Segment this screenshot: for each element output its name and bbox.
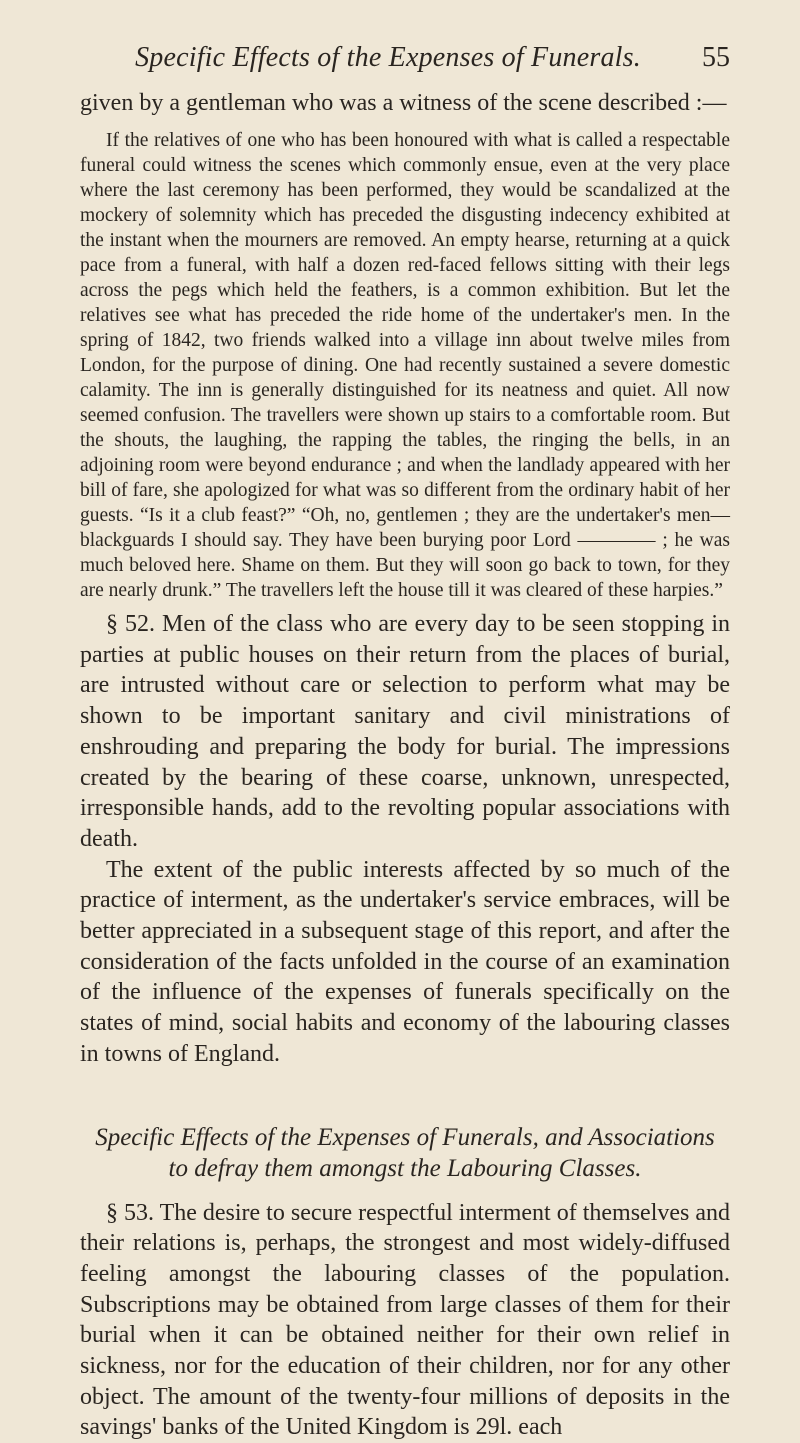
page-number: 55 [702,42,730,73]
section-heading [80,1122,730,1184]
paragraph-52: § 52. Men of the class who are every day to be seen stopping in parties at public houses on their return from the places of burial, are intrusted without care or selection to perform what may be shown to be important sanitary and civil ministrations of enshrouding and preparing the body for burial. The impressions created by the bearing of these coarse, unknown, unrespected, irresponsible hands, add to the revolting popular associations with death. [80,611,730,852]
quoted-passage: If the relatives of one who has been honoured with what is called a respectable funeral could witness the scenes which commonly ensue, even at the very place where the last ceremony has been performed, they would be scandalized at the mockery of solemnity which has preceded the disgusting indecency exhibited at the instant when the mourners are removed. An empty hearse, returning at a quick pace from a funeral, with half a dozen red-faced fellows sitting with their legs across the pegs which held the feathers, is a common exhibition. But let the relatives see what has preceded the ride home of the undertaker's men. In the spring of 1842, two friends walked into a village inn about twelve miles from London, for the purpose of dining. One had recently sustained a severe domestic calamity. The inn is generally distinguished for its neatness and quiet. All now seemed confusion. The travellers were shown up stairs to a comfortable room. But the shouts, the laughing, the rapping the tables, the ringing the bells, in an adjoining room were beyond endurance ; and when the landlady appeared with her bill of fare, she apologized for what was so different from the ordinary habit of her guests. “Is it a club feast?” “Oh, no, gentlemen ; they are the undertaker's men—blackguards I should say. They have been burying poor Lord ———— ; he was much beloved here. Shame on them. But they will soon go back to town, for they are nearly drunk.” The travellers left the house till it was cleared of these harpies.” [80,130,730,601]
page-content [80,88,730,1443]
section-heading-line-2: to defray them amongst the Labouring Classes. [168,1154,642,1182]
paragraph-53: § 53. The desire to secure respectful interment of themselves and their relations is, perhaps, the strongest and most widely-diffused feeling amongst the labouring classes of the population. Subscriptions may be obtained from large classes of them for their burial when it can be obtained neither for their own relief in sickness, nor for the education of their children, nor for any other object. The amount of the twenty-four millions of deposits in the savings' banks of the United Kingdom is 29l. each [80,1199,731,1441]
running-title: Specific Effects of the Expenses of Funerals. [135,42,641,73]
paragraph-extent: The extent of the public interests affected by so much of the practice of interment, as the undertaker's service embraces, will be better appreciated in a subsequent stage of this report, and after the consideration of the facts unfolded in the course of an examination of the influence of the expenses of funerals specifically on the states of mind, social habits and economy of the labouring classes in towns of England. [80,856,730,1067]
page-header [80,42,730,82]
section-heading-line-1: Specific Effects of the Expenses of Funerals, and Associations [95,1123,715,1151]
intro-text: given by a gentleman who was a witness of the scene described :— [80,90,727,116]
